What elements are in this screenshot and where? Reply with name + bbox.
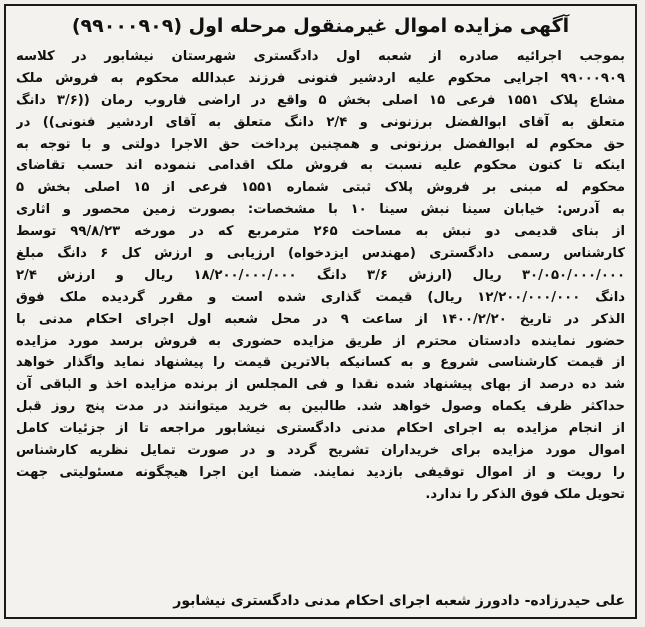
notice-line: اینکه تا کنون محکوم علیه نسبت به فروش ملک اقدامی ننموده اند حسب تقاضای	[16, 158, 625, 174]
notice-line: از بنای قدیمی دو نبش به مساحت ۲۶۵ مترمربع که در مورخه ۹۹/۸/۲۳ توسط	[16, 224, 625, 240]
notice-line: از انجام مزایده به اجرای احکام مدنی دادگستری نیشابور مراجعه تا از جزئیات کامل	[16, 421, 625, 437]
notice-body	[16, 46, 625, 506]
notice-line: ۳۰/۰۵۰/۰۰۰/۰۰۰ ریال (ارزش ۳/۶ دانگ ۱۸/۲۰۰/۰۰۰/۰۰۰ ریال و ارزش ۲/۴	[16, 267, 625, 283]
notice-line: از قیمت کارشناسی شروع و به کسانیکه بالاترین قیمت را پیشنهاد نماید واگذار خواهد	[16, 355, 625, 371]
notice-line: تحویل ملک فوق الذکر را ندارد.	[425, 486, 625, 502]
notice-line: به آدرس: خیابان سینا نبش سینا ۱۰ با مشخصات: بصورت زمین محصور و اثاری	[16, 202, 625, 218]
notice-line: اموال مورد مزایده برای خریداران تشریح گردد و در صورت تمایل نظریه کارشناس	[16, 443, 625, 459]
notice-line: حق محکوم له ابوالفضل برزنونی و همچنین پرداخت حق الاجرا دولتی و با توجه به	[16, 136, 625, 152]
notice-line: دانگ ۱۲/۲۰۰/۰۰۰/۰۰۰ ریال) قیمت گذاری شده است و مقرر گردیده ملک فوق	[16, 289, 625, 305]
notice-line: کارشناس رسمی دادگستری (مهندس ایزدخواه) ارزیابی و ارزش کل ۶ دانگ مبلغ	[16, 246, 625, 262]
notice-signature: علی حیدرزاده- دادورز شعبه اجرای احکام مدنی دادگستری نیشابور	[173, 593, 625, 609]
notice-line: شد ده درصد از بهای پیشنهاد شده نقدا و فی المجلس از برنده مزایده اخذ و الباقی آن	[16, 377, 625, 393]
notice-line: بموجب اجرائیه صادره از شعبه اول دادگستری شهرستان نیشابور در کلاسه	[16, 49, 625, 64]
notice-line: محکوم له مبنی بر فروش پلاک ثبتی شماره ۱۵۵۱ فرعی از ۱۵ اصلی بخش ۵	[16, 180, 625, 196]
auction-notice	[4, 4, 637, 619]
notice-line: حداکثر ظرف یکماه وصول خواهد شد. طالبین به خرید میتوانند در مدت پنج روز قبل	[16, 399, 625, 415]
notice-line: ۹۹۰۰۰۹۰۹ اجرایی محکوم علیه اردشیر فنونی فرزند عبدالله محکوم به فروش ملک	[16, 70, 625, 86]
notice-line: را رویت و از اموال توقیفی بازدید نمایند. ضمنا این اجرا هیچگونه مسئولیتی جهت	[16, 464, 625, 480]
notice-line: الذکر در تاریخ ۱۴۰۰/۲/۲۰ از ساعت ۹ در محل شعبه اول اجرای احکام مدنی با	[16, 311, 625, 327]
notice-line: حضور نماینده دادستان محترم از طریق مزایده حضوری به فروش برسد مورد مزایده	[16, 333, 625, 349]
notice-line: مشاع پلاک ۱۵۵۱ فرعی ۱۵ اصلی بخش ۵ واقع در اراضی فاروب رمان ((۳/۶ دانگ	[16, 92, 625, 108]
notice-line: متعلق به آقای ابوالفضل برزنونی و ۲/۴ دانگ متعلق به آقای اردشیر فنونی)) در	[16, 114, 625, 130]
notice-title: آگهی مزایده اموال غیرمنقول مرحله اول (۹۹۰۰۰۹۰۹)	[71, 15, 570, 37]
